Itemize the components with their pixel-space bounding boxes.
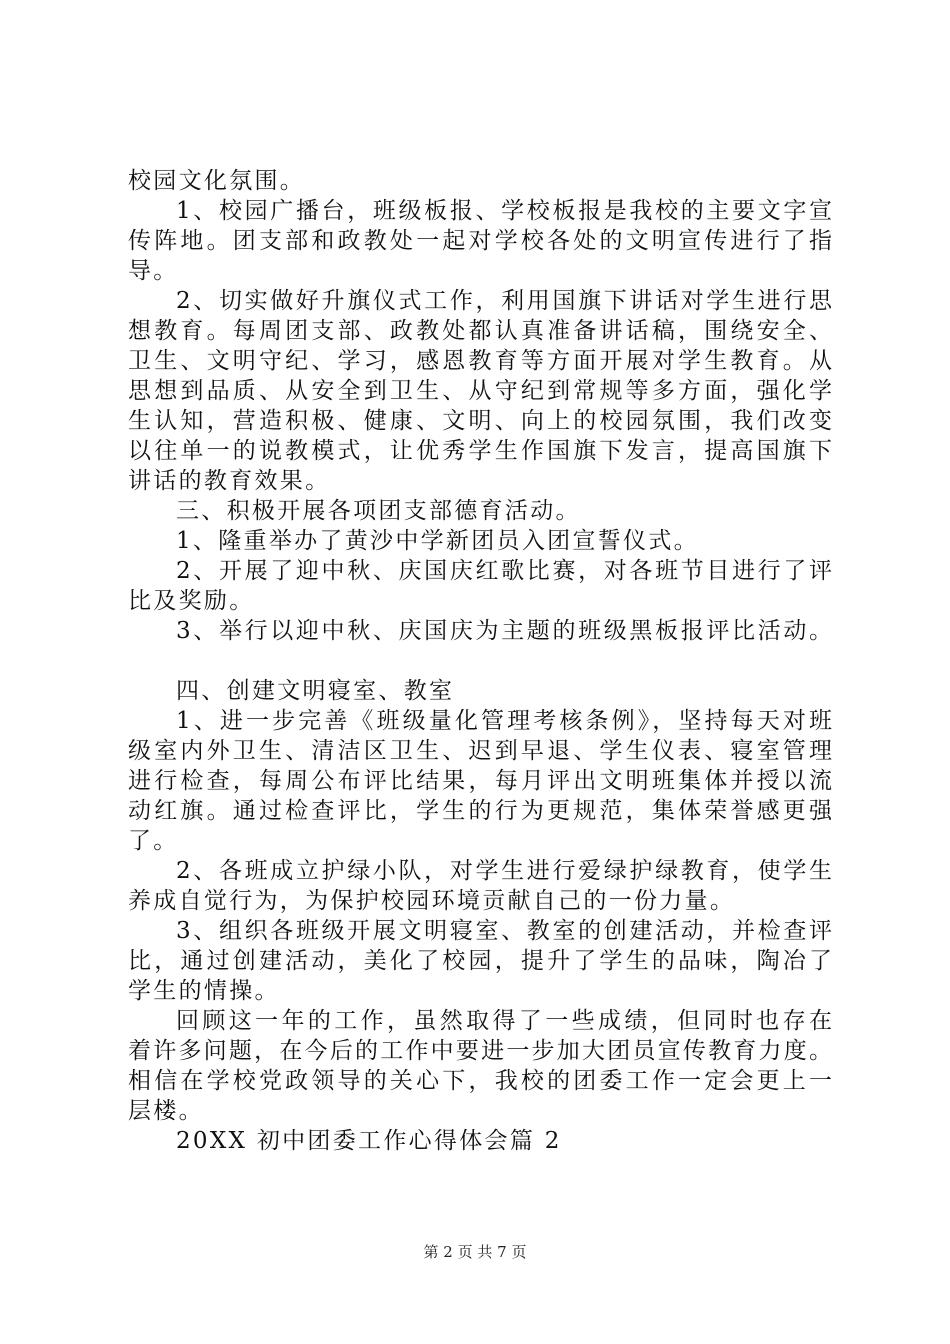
document-body (128, 166, 832, 1156)
text-line: 3、组织各班级开展文明寝室、教室的创建活动，并检查评 (176, 918, 832, 944)
section-heading: 三、积极开展各项团支部德育活动。 (176, 498, 581, 524)
text-line: 比及奖励。 (128, 588, 255, 614)
blank-line (128, 646, 832, 676)
article-title: 20XX 初中团委工作心得体会篇 2 (176, 1128, 562, 1154)
text-line: 讲话的教育效果。 (128, 468, 331, 494)
text-line: 生认知，营造积极、健康、文明、向上的校园氛围，我们改变 (128, 408, 832, 434)
text-line: 相信在学校党政领导的关心下，我校的团委工作一定会更上一 (128, 1068, 832, 1094)
text-line: 2、开展了迎中秋、庆国庆红歌比赛，对各班节目进行了评 (176, 558, 832, 584)
text-line: 养成自觉行为，为保护校园环境贡献自己的一份力量。 (128, 888, 736, 914)
text-line: 传阵地。团支部和政教处一起对学校各处的文明宣传进行了指 (128, 228, 832, 254)
text-line: 卫生、文明守纪、学习，感恩教育等方面开展对学生教育。从 (128, 348, 832, 374)
text-line: 1、校园广播台，班级板报、学校板报是我校的主要文字宣 (176, 198, 832, 224)
text-line: 了。 (128, 828, 179, 854)
text-line: 学生的情操。 (128, 978, 280, 1004)
text-line: 1、隆重举办了黄沙中学新团员入团宣誓仪式。 (176, 528, 699, 554)
text-line: 以往单一的说教模式，让优秀学生作国旗下发言，提高国旗下 (128, 438, 832, 464)
text-line: 着许多问题，在今后的工作中要进一步加大团员宣传教育力度。 (128, 1038, 832, 1064)
text-line: 进行检查，每周公布评比结果，每月评出文明班集体并授以流 (128, 768, 832, 794)
text-line: 2、各班成立护绿小队，对学生进行爱绿护绿教育，使学生 (176, 858, 832, 884)
text-line: 校园文化氛围。 (128, 168, 306, 194)
text-line: 1、进一步完善《班级量化管理考核条例》，坚持每天对班 (176, 708, 832, 734)
text-line: 2、切实做好升旗仪式工作，利用国旗下讲话对学生进行思 (176, 288, 832, 314)
page-number: 第 2 页 共 7 页 (423, 1243, 527, 1261)
text-line: 3、举行以迎中秋、庆国庆为主题的班级黑板报评比活动。 (176, 618, 832, 644)
text-line: 回顾这一年的工作，虽然取得了一些成绩，但同时也存在 (176, 1008, 832, 1034)
text-line: 层楼。 (128, 1098, 204, 1124)
text-line: 想教育。每周团支部、政教处都认真准备讲话稿，围绕安全、 (128, 318, 832, 344)
text-line: 比，通过创建活动，美化了校园，提升了学生的品味，陶冶了 (128, 948, 832, 974)
section-heading: 四、创建文明寝室、教室 (176, 678, 455, 704)
text-line: 思想到品质、从安全到卫生、从守纪到常规等多方面，强化学 (128, 378, 832, 404)
text-line: 导。 (128, 258, 179, 284)
text-line: 级室内外卫生、清洁区卫生、迟到早退、学生仪表、寝室管理 (128, 738, 832, 764)
text-line: 动红旗。通过检查评比，学生的行为更规范，集体荣誉感更强 (128, 798, 832, 824)
